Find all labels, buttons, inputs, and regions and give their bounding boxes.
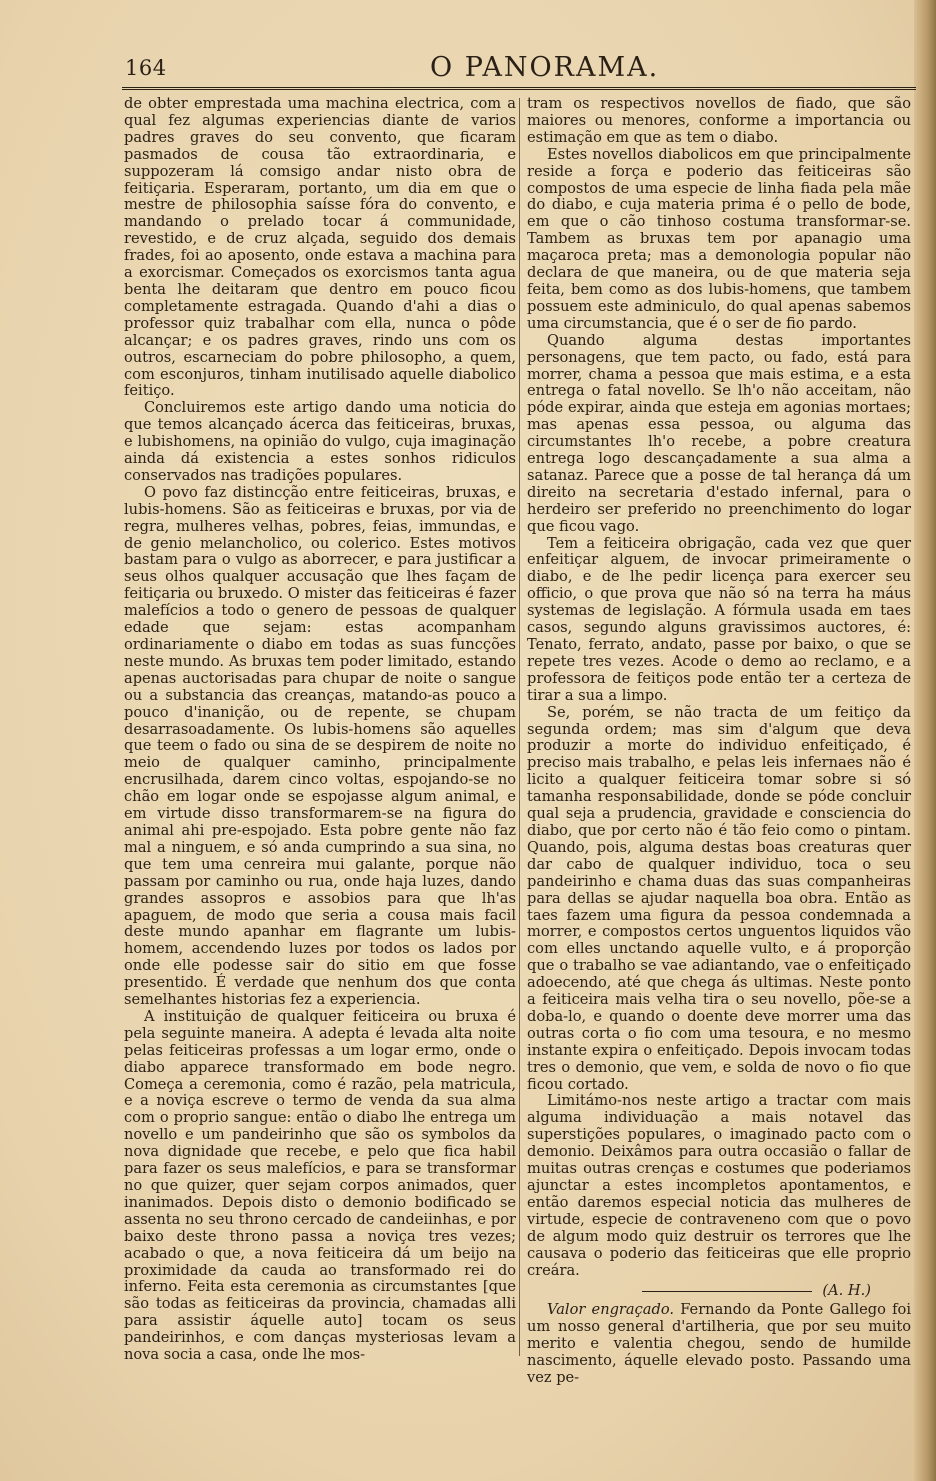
paragraph: Tem a feiticeira obrigação, cada vez que quer enfeitiçar alguem, de invocar primeiramente o diabo, e de lhe pedir licença para exercer seu officio, o que prova que não só na terra ha máus systemas de legislação. A fórmula usada em taes casos, segundo alguns gravissimos auctores, é: Tenato, ferrato, andato, passe por baixo, o que se repete tres vezes. Acode o demo ao reclamo, e a professora de feitiços pode então ter a certeza de tirar a sua a limpo. bbox=[527, 534, 911, 704]
running-title: O PANORAMA. bbox=[430, 52, 660, 83]
header-rule bbox=[122, 87, 916, 90]
anecdote-text: Fernando da Ponte Gallego foi um nosso general d'artilheria, que por seu muito merito e valentia chegou, sendo de humilde nascimento, áquelle elevado posto. Passando uma vez pe- bbox=[527, 1301, 911, 1386]
anecdote-paragraph bbox=[527, 1302, 911, 1387]
column-divider bbox=[519, 98, 520, 1356]
page-header bbox=[120, 52, 920, 86]
page-edge bbox=[914, 0, 936, 1481]
paragraph: O povo faz distincção entre feiticeiras, bruxas, e lubis-homens. São as feiticeiras e bruxas, por via de regra, mulheres velhas, pobres, feias, immundas, e de genio melancholico, ou colerico. Estes motivos bastam para o vulgo as aborrecer, e para justificar a seus olhos qualquer accusação que lhes façam de feitiçaria ou bruxedo. O mister das feiticeiras é fazer malefícios a todo o genero de pessoas de qualquer edade que sejam: estas acompanham ordinariamente o diabo em todas as suas funcções neste mundo. As bruxas tem poder limitado, estando apenas auctorisadas para chupar de noite o sangue ou a substancia das creanças, matando-as pouco a pouco d'inanição, ou de repente, se chupam desarrasoadamente. Os lubis-homens são aquelles que teem o fado ou sina de se despirem de noite no meio de qualquer caminho, principalmente encrusilhada, darem cinco voltas, espojando-se no chão em logar onde se espojasse algum animal, e em virtude disso transformarem-se na figura do animal ahi pre-espojado. Esta pobre gente não faz mal a ninguem, e só anda cumprindo a sua sina, no que tem uma cenreira mui galante, porque não passam por caminho ou rua, onde haja luzes, dando grandes assopros e assobios para que lh'as apaguem, de modo que seria a cousa mais facil deste mundo apanhar em flagrante um lubis-homem, accendendo luzes por todos os lados por onde elle podesse sair do sitio em que fosse presentido. É verdade que nenhum dos que conta semelhantes historias fez a experiencia. bbox=[124, 483, 516, 1009]
author-signature: (A. H.) bbox=[822, 1282, 871, 1300]
paragraph: tram os respectivos novellos de fiado, que são maiores ou menores, conforme a importancia ou estimação em que as tem o diabo. bbox=[527, 95, 911, 146]
left-column bbox=[124, 96, 516, 1364]
anecdote-title: Valor engraçado. bbox=[547, 1301, 674, 1319]
signature-line bbox=[527, 1283, 911, 1300]
paragraph: Se, porém, se não tracta de um feitiço da segunda ordem; mas sim d'algum que deva produzir a morte do individuo enfeitiçado, é preciso mais trabalho, e pelas leis infernaes não é licito a qualquer feiticeira tomar sobre si só tamanha responsabilidade, donde se póde concluir qual seja a prudencia, gravidade e consciencia do diabo, que por certo não é tão feio como o pintam. Quando, pois, alguma destas boas creaturas quer dar cabo de qualquer individuo, toca o seu pandeirinho e chama duas das suas companheiras para dellas se ajudar naquella boa obra. Então as taes fazem uma figura da pessoa condemnada a morrer, e compostos certos unguentos liquidos vão com elles unctando aquelle vulto, e á proporção que o trabalho se vae adiantando, vae o enfeitiçado adoecendo, até que chega ás ultimas. Neste ponto a feiticeira mais velha tira o seu novello, põe-se a doba-lo, e quando o doente deve morrer uma das outras corta o fio com uma tesoura, e no mesmo instante expira o enfeitiçado. Depois invocam todas tres o demonio, que vem, e solda de novo o fio que ficou cortado. bbox=[527, 703, 911, 1093]
signature-rule bbox=[642, 1291, 812, 1292]
paragraph: de obter emprestada uma machina electrica, com a qual fez algumas experiencias diante de varios padres graves do seu convento, que ficaram pasmados de cousa tão extraordinaria, e suppozeram lá comsigo andar nisto obra de feitiçaria. Esperaram, portanto, um dia em que o mestre de philosophia saísse fóra do convento, e mandando o prelado tocar á communidade, revestido, e de cruz alçada, seguido dos demais frades, foi ao aposento, onde estava a machina para a exorcismar. Começados os exorcismos tanta agua benta lhe deitaram que dentro em pouco ficou completamente estragada. Quando d'ahi a dias o professor quiz trabalhar com ella, nunca o pôde alcançar; e os padres graves, rindo uns com os outros, escarneciam do pobre philosopho, a quem, com esconjuros, tinham inutilisado aquelle diabolico feitiço. bbox=[124, 95, 516, 400]
paragraph: Estes novellos diabolicos em que principalmente reside a força e poderio das feiticeiras são compostos de uma especie de linha fiada pela mãe do diabo, e cuja materia prima é o pello de bode, em que o cão tinhoso costuma transformar-se. Tambem as bruxas tem por apanagio uma maçaroca preta; mas a demonologia popular não declara de que maneira, ou de que materia seja feita, bem como as dos lubis-homens, que tambem possuem este adminiculo, do qual apenas sabemos uma circumstancia, que é o ser de fio pardo. bbox=[527, 145, 911, 332]
paragraph: A instituição de qualquer feiticeira ou bruxa é pela seguinte maneira. A adepta é levada alta noite pelas feiticeiras professas a um logar ermo, onde o diabo apparece transformado em bode negro. Começa a ceremonia, como é razão, pela matricula, e a noviça escreve o termo de venda da sua alma com o proprio sangue: então o diabo lhe entrega um novello e um pandeirinho que são os symbolos da nova dignidade que recebe, e pelo que fica habil para fazer os seus malefícios, e para se transformar no que quizer, quer sejam corpos animados, quer inanimados. Depois disto o demonio bodificado se assenta no seu throno cercado de candeiinhas, e por baixo deste throno passa a noviça tres vezes; acabado o que, a nova feiticeira dá um beijo na proximidade da cauda ao transformado rei do inferno. Feita esta ceremonia as circumstantes [que são todas as feiticeiras da provincia, chamadas alli para assistir áquelle auto] tocam os seus pandeirinhos, e com danças mysteriosas levam a nova socia a casa, onde lhe mos- bbox=[124, 1007, 516, 1364]
paragraph: Concluiremos este artigo dando uma noticia do que temos alcançado ácerca das feiticeiras, bruxas, e lubishomens, na opinião do vulgo, cuja imaginação ainda dá existencia a estes sonhos ridiculos conservados nas tradições populares. bbox=[124, 399, 516, 484]
page-number: 164 bbox=[125, 56, 167, 80]
paragraph: Limitámo-nos neste artigo a tractar com mais alguma individuação a mais notavel das superstições populares, o imaginado pacto com o demonio. Deixâmos para outra occasião o fallar de muitas outras crenças e costumes que poderiamos ajunctar a estes incompletos apontamentos, e então daremos especial noticia das mulheres de virtude, especie de contraveneno com que o povo de algum modo quiz destruir os terrores que lhe causava o poderio das feiticeiras que elle proprio creára. bbox=[527, 1092, 911, 1279]
right-column bbox=[527, 96, 911, 1387]
paragraph: Quando alguma destas importantes personagens, que tem pacto, ou fado, está para morrer, chama a pessoa que mais estima, e a esta entrega o fatal novello. Se lh'o não acceitam, não póde expirar, ainda que esteja em agonias mortaes; mas apenas essa pessoa, ou alguma das circumstantes lh'o recebe, a pobre creatura entrega logo descançadamente a sua alma a satanaz. Parece que a posse de tal herança dá um direito na secretaria d'estado infernal, para o herdeiro ser preferido no preenchimento do logar que ficou vago. bbox=[527, 331, 911, 535]
